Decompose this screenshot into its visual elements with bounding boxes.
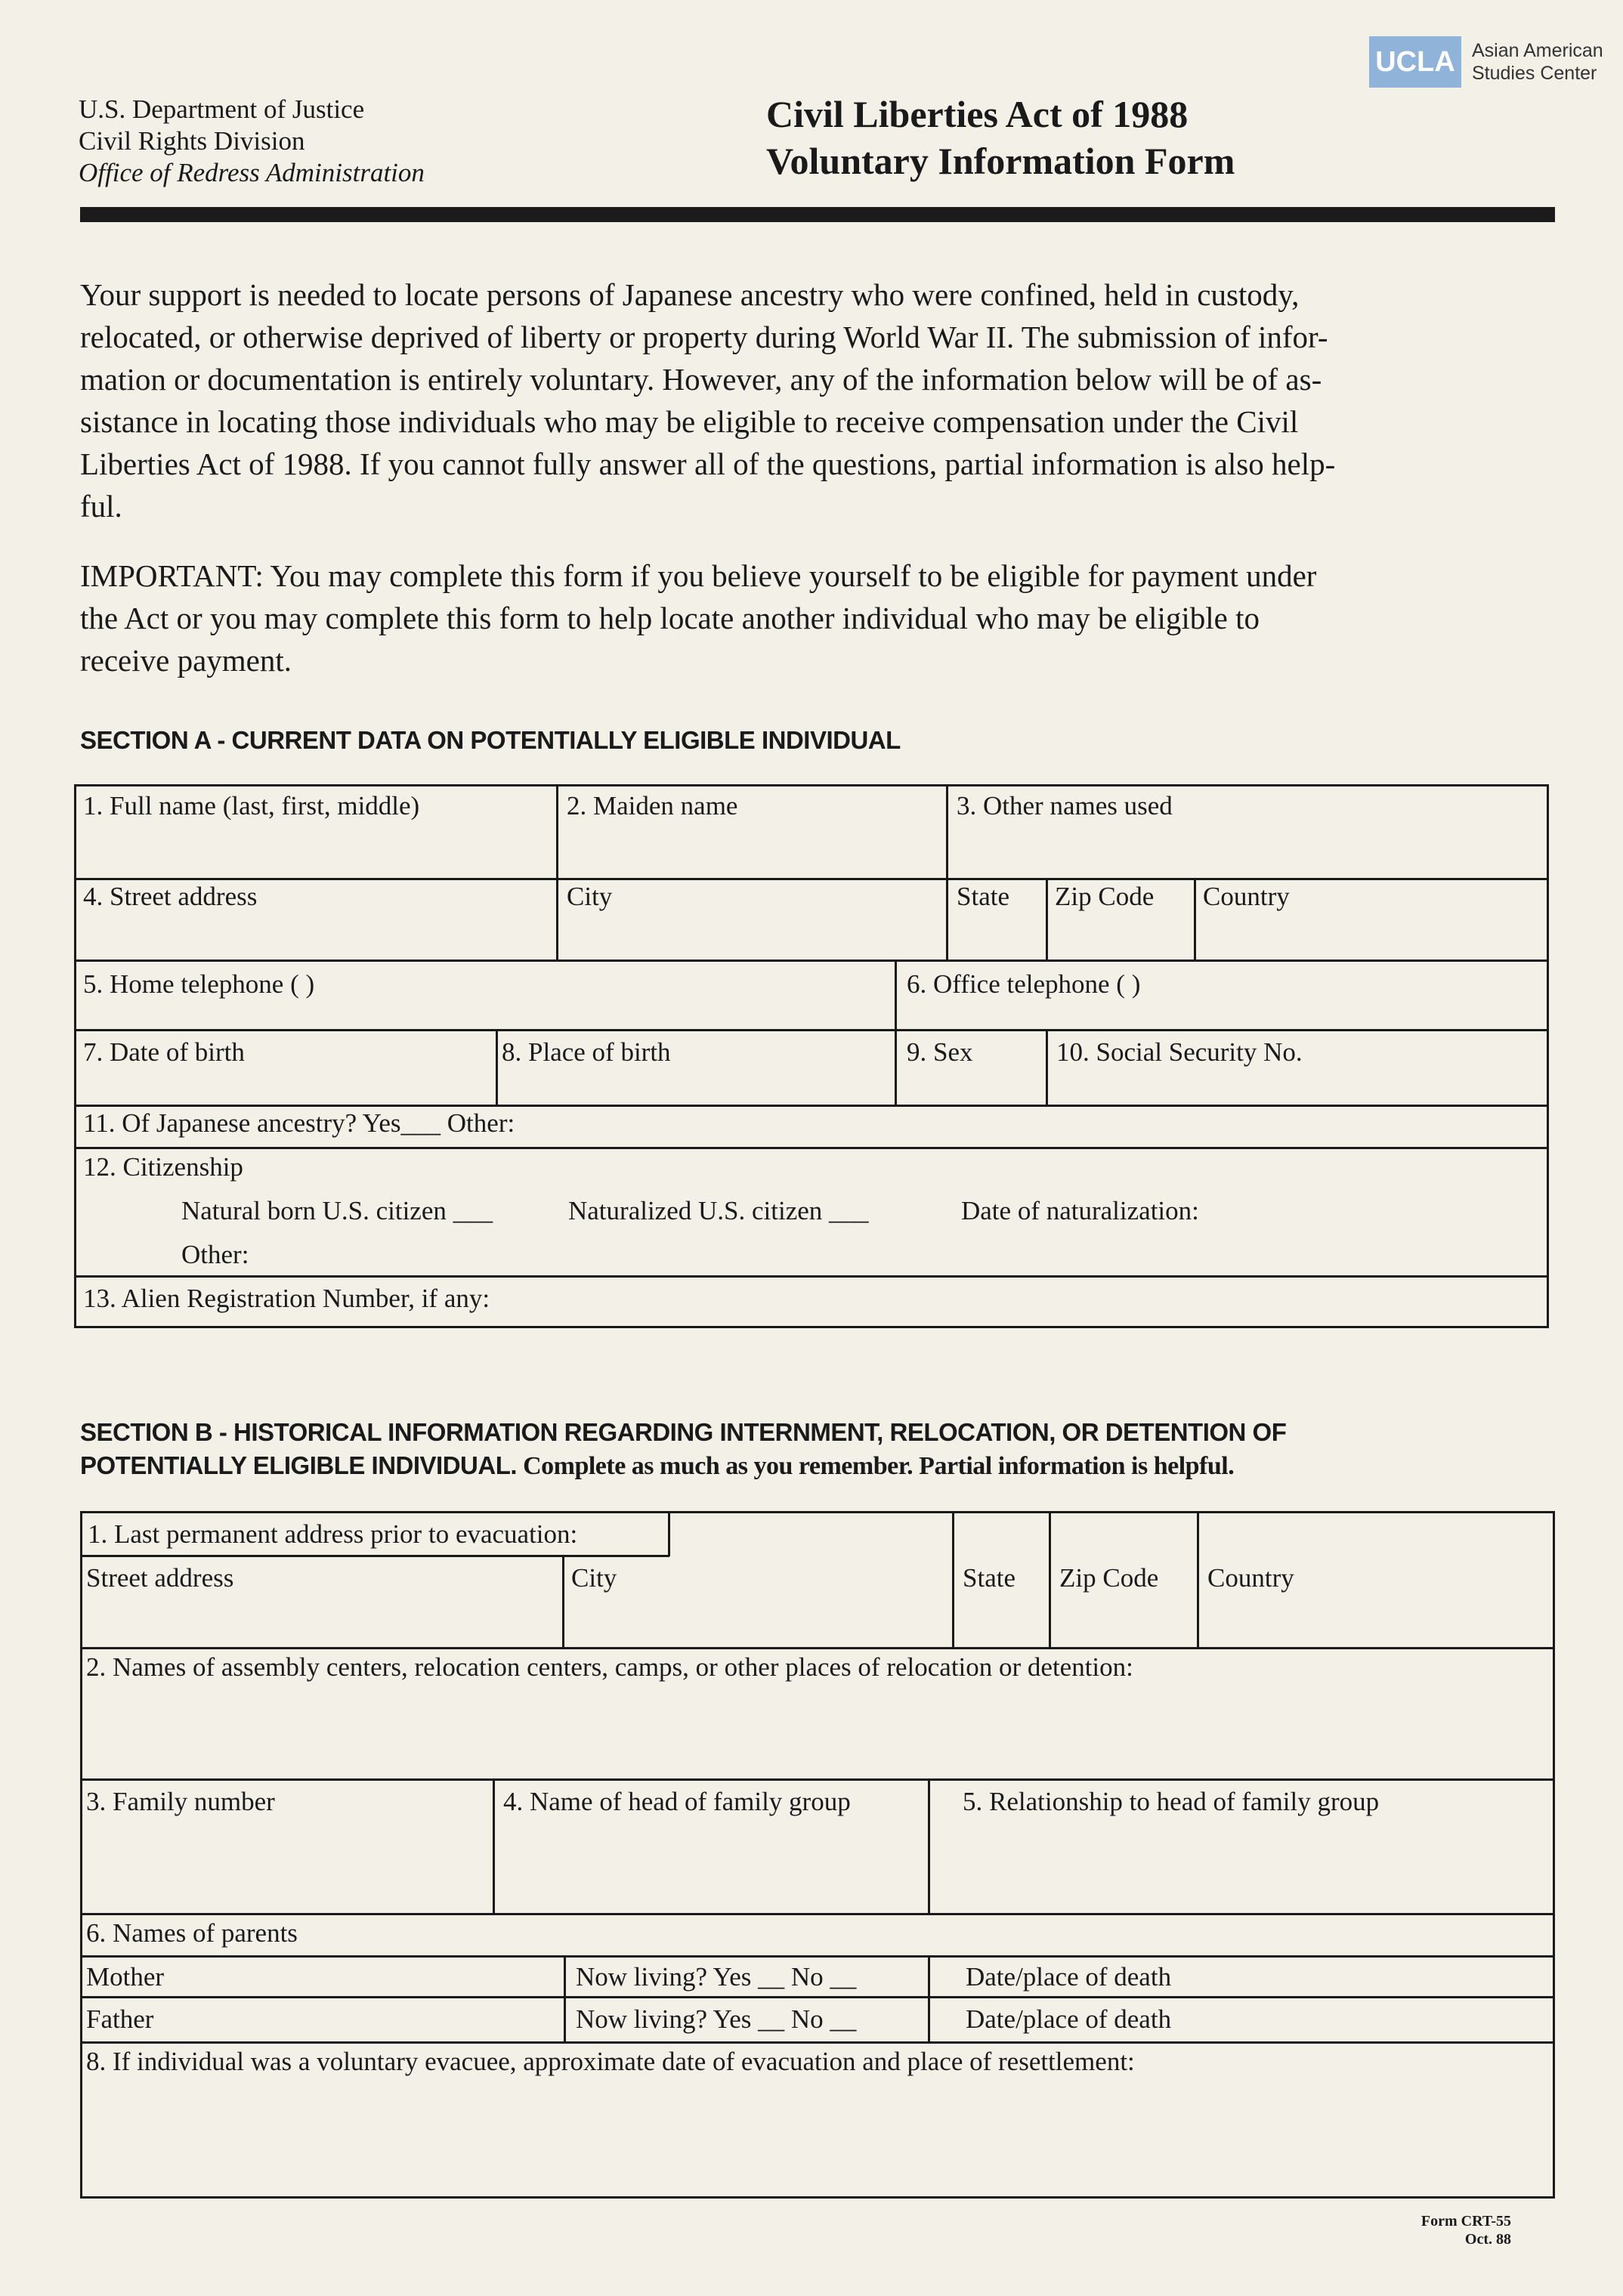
section-b-heading-line2 xyxy=(80,1449,1286,1483)
mother-death-label: Date/place of death xyxy=(966,1962,1172,1992)
divider xyxy=(80,1996,1555,1998)
maiden-name-label: 2. Maiden name xyxy=(567,791,738,820)
date-of-birth-label: 7. Date of birth xyxy=(83,1037,245,1067)
divider xyxy=(1194,878,1196,961)
state-label: State xyxy=(963,1563,1016,1593)
intro-line: ful. xyxy=(80,489,122,524)
street-address-label: Street address xyxy=(86,1563,234,1593)
office-telephone-label: 6. Office telephone ( ) xyxy=(907,969,1141,999)
section-a-heading: SECTION A - CURRENT DATA ON POTENTIALLY ELIGIBLE INDIVIDUAL xyxy=(80,726,901,754)
archive-name-line1: Asian American xyxy=(1472,40,1603,61)
zip-code-label: Zip Code xyxy=(1059,1563,1159,1593)
header-rule xyxy=(80,207,1555,222)
divider xyxy=(80,1647,1555,1649)
family-number-label: 3. Family number xyxy=(86,1787,275,1816)
important-line: IMPORTANT: You may complete this form if you believe yourself to be eligible for payment under xyxy=(80,558,1317,593)
divider xyxy=(80,2041,1555,2044)
date-of-naturalization-label: Date of naturalization: xyxy=(961,1196,1199,1225)
divider xyxy=(74,1147,1549,1149)
form-number xyxy=(1421,2212,1511,2248)
home-telephone-label: 5. Home telephone ( ) xyxy=(83,969,315,999)
form-title-line2: Voluntary Information Form xyxy=(766,140,1235,182)
natural-born-label: Natural born U.S. citizen ___ xyxy=(181,1196,493,1225)
section-b-heading xyxy=(80,1416,1286,1483)
agency-block xyxy=(79,94,425,189)
section-b-heading-line1: SECTION B - HISTORICAL INFORMATION REGARDING INTERNMENT, RELOCATION, OR DETENTION OF xyxy=(80,1418,1287,1446)
naturalized-label: Naturalized U.S. citizen ___ xyxy=(568,1196,869,1225)
divider xyxy=(928,1955,930,2043)
mother-now-living-label: Now living? Yes __ No __ xyxy=(576,1962,857,1992)
city-label: City xyxy=(571,1563,617,1593)
divider xyxy=(1046,1029,1048,1106)
divider xyxy=(1197,1511,1199,1649)
divider xyxy=(895,959,897,1106)
parents-label: 6. Names of parents xyxy=(86,1918,298,1948)
intro-line: mation or documentation is entirely voluntary. However, any of the information below will be of as- xyxy=(80,362,1322,397)
country-label: Country xyxy=(1203,882,1290,911)
father-now-living-label: Now living? Yes __ No __ xyxy=(576,2004,857,2034)
divider xyxy=(74,878,1549,880)
divider xyxy=(80,1955,1555,1958)
last-address-label: 1. Last permanent address prior to evacuation: xyxy=(88,1519,578,1549)
form-number-code: Form CRT-55 xyxy=(1421,2213,1511,2230)
form-title xyxy=(766,91,1235,184)
important-line: the Act or you may complete this form to help locate another individual who may be eligible to xyxy=(80,601,1260,635)
form-number-date: Oct. 88 xyxy=(1464,2231,1511,2248)
divider xyxy=(74,1275,1549,1278)
intro-line: Your support is needed to locate persons of Japanese ancestry who were confined, held in custody, xyxy=(80,277,1300,312)
intro-line: sistance in locating those individuals who may be eligible to receive compensation under the Civil xyxy=(80,404,1299,439)
divider xyxy=(493,1778,495,1914)
divider xyxy=(668,1511,670,1556)
city-label: City xyxy=(567,882,613,911)
father-label: Father xyxy=(86,2004,154,2034)
important-paragraph xyxy=(80,555,1546,681)
divider xyxy=(80,1913,1555,1915)
zip-code-label: Zip Code xyxy=(1055,882,1155,911)
father-death-label: Date/place of death xyxy=(966,2004,1172,2034)
divider xyxy=(74,1105,1549,1107)
divider xyxy=(564,1955,566,2043)
other-citizenship-label: Other: xyxy=(181,1240,249,1269)
division-name: Civil Rights Division xyxy=(79,126,305,156)
divider xyxy=(556,784,558,961)
divider xyxy=(562,1555,564,1649)
divider xyxy=(74,959,1549,962)
archive-name-line2: Studies Center xyxy=(1472,63,1597,84)
divider xyxy=(946,784,948,961)
office-name: Office of Redress Administration xyxy=(79,158,425,187)
divider xyxy=(80,1778,1555,1781)
intro-paragraph xyxy=(80,273,1546,527)
divider xyxy=(952,1511,954,1649)
form-title-line1: Civil Liberties Act of 1988 xyxy=(766,93,1189,135)
archive-name xyxy=(1472,39,1603,85)
important-line: receive payment. xyxy=(80,643,292,678)
section-b-table xyxy=(80,1511,1555,2199)
japanese-ancestry-label: 11. Of Japanese ancestry? Yes___ Other: xyxy=(83,1108,515,1138)
voluntary-evacuee-label: 8. If individual was a voluntary evacuee, approximate date of evacuation and place of resettlement: xyxy=(86,2047,1135,2076)
ssn-label: 10. Social Security No. xyxy=(1056,1037,1303,1067)
section-b-heading-note: Complete as much as you remember. Partial information is helpful. xyxy=(517,1452,1235,1480)
divider xyxy=(496,1029,498,1106)
full-name-label: 1. Full name (last, first, middle) xyxy=(83,791,420,820)
place-of-birth-label: 8. Place of birth xyxy=(502,1037,671,1067)
assembly-centers-label: 2. Names of assembly centers, relocation centers, camps, or other places of relocation or detention: xyxy=(86,1652,1133,1682)
divider xyxy=(1049,1511,1051,1649)
country-label: Country xyxy=(1207,1563,1294,1593)
divider xyxy=(80,1555,669,1557)
divider xyxy=(74,1029,1549,1031)
mother-label: Mother xyxy=(86,1962,165,1992)
section-a-table xyxy=(74,784,1549,1328)
ucla-logo: UCLA xyxy=(1369,36,1461,88)
sex-label: 9. Sex xyxy=(907,1037,973,1067)
state-label: State xyxy=(957,882,1009,911)
street-address-label: 4. Street address xyxy=(83,882,258,911)
divider xyxy=(928,1778,930,1914)
intro-line: relocated, or otherwise deprived of liberty or property during World War II. The submission of infor- xyxy=(80,320,1328,354)
alien-registration-label: 13. Alien Registration Number, if any: xyxy=(83,1284,490,1313)
section-b-heading-bold: POTENTIALLY ELIGIBLE INDIVIDUAL. xyxy=(80,1451,518,1479)
department-name: U.S. Department of Justice xyxy=(79,94,365,124)
other-names-label: 3. Other names used xyxy=(957,791,1173,820)
archive-watermark xyxy=(1369,36,1603,88)
citizenship-label: 12. Citizenship xyxy=(83,1152,243,1182)
intro-line: Liberties Act of 1988. If you cannot fully answer all of the questions, partial information is also help- xyxy=(80,447,1336,481)
head-of-family-label: 4. Name of head of family group xyxy=(503,1787,851,1816)
divider xyxy=(1046,878,1048,961)
relationship-label: 5. Relationship to head of family group xyxy=(963,1787,1380,1816)
